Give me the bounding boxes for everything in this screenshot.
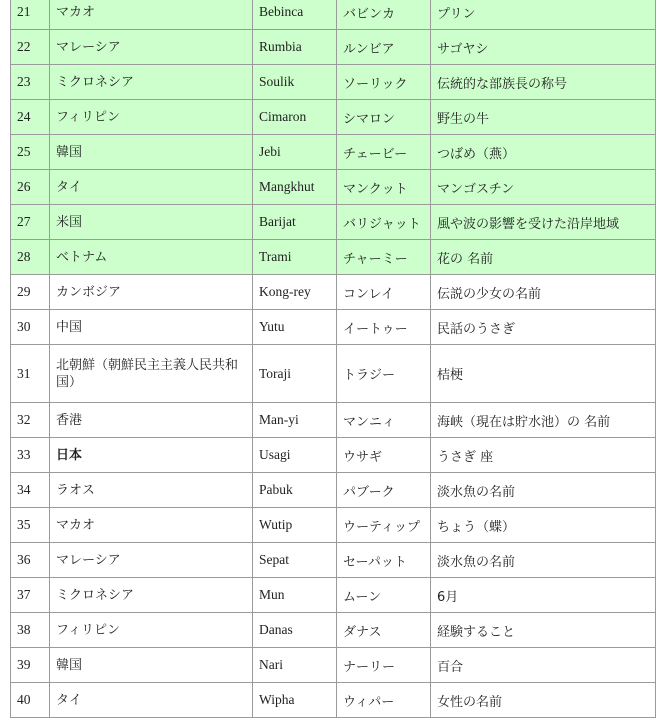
katakana-name-cell: トラジー xyxy=(337,345,431,403)
typhoon-name-cell: Danas xyxy=(253,613,337,648)
meaning-cell: つばめ（燕） xyxy=(431,135,656,170)
typhoon-name-cell: Usagi xyxy=(253,438,337,473)
row-number: 30 xyxy=(11,310,50,345)
typhoon-name-cell: Barijat xyxy=(253,205,337,240)
meaning-cell: 伝説の少女の名前 xyxy=(431,275,656,310)
country-cell: マレーシア xyxy=(50,543,253,578)
row-number: 24 xyxy=(11,100,50,135)
typhoon-name-cell: Soulik xyxy=(253,65,337,100)
katakana-name-cell: マンクット xyxy=(337,170,431,205)
typhoon-name-cell: Wipha xyxy=(253,683,337,718)
typhoon-name-cell: Pabuk xyxy=(253,473,337,508)
typhoon-name-cell: Mun xyxy=(253,578,337,613)
katakana-name-cell: ウーティップ xyxy=(337,508,431,543)
row-number: 35 xyxy=(11,508,50,543)
row-number: 21 xyxy=(11,0,50,30)
typhoon-name-cell: Toraji xyxy=(253,345,337,403)
meaning-cell: 女性の名前 xyxy=(431,683,656,718)
typhoon-name-table xyxy=(10,0,656,718)
country-cell: タイ xyxy=(50,683,253,718)
meaning-cell: 風や波の影響を受けた沿岸地域 xyxy=(431,205,656,240)
table-row xyxy=(11,613,656,648)
table-row xyxy=(11,403,656,438)
table-row xyxy=(11,345,656,403)
katakana-name-cell: ムーン xyxy=(337,578,431,613)
meaning-cell: 淡水魚の名前 xyxy=(431,543,656,578)
typhoon-name-cell: Sepat xyxy=(253,543,337,578)
table-row xyxy=(11,438,656,473)
katakana-name-cell: ソーリック xyxy=(337,65,431,100)
row-number: 34 xyxy=(11,473,50,508)
typhoon-name-cell: Kong-rey xyxy=(253,275,337,310)
table-row xyxy=(11,65,656,100)
table-row xyxy=(11,543,656,578)
katakana-name-cell: シマロン xyxy=(337,100,431,135)
row-number: 26 xyxy=(11,170,50,205)
country-cell: マカオ xyxy=(50,508,253,543)
country-cell: カンボジア xyxy=(50,275,253,310)
country-cell xyxy=(50,438,253,473)
country-cell: 香港 xyxy=(50,403,253,438)
table-row xyxy=(11,578,656,613)
meaning-cell: 百合 xyxy=(431,648,656,683)
row-number: 39 xyxy=(11,648,50,683)
typhoon-name-cell: Mangkhut xyxy=(253,170,337,205)
typhoon-name-table-container xyxy=(10,0,656,718)
table-row xyxy=(11,30,656,65)
typhoon-name-cell: Jebi xyxy=(253,135,337,170)
katakana-name-cell: チャーミー xyxy=(337,240,431,275)
table-row xyxy=(11,648,656,683)
country-cell: タイ xyxy=(50,170,253,205)
table-row xyxy=(11,508,656,543)
table-row xyxy=(11,240,656,275)
country-cell: フィリピン xyxy=(50,613,253,648)
katakana-name-cell: コンレイ xyxy=(337,275,431,310)
table-body xyxy=(11,0,656,718)
katakana-name-cell: ナーリー xyxy=(337,648,431,683)
katakana-name-cell: バビンカ xyxy=(337,0,431,30)
table-row xyxy=(11,100,656,135)
row-number: 25 xyxy=(11,135,50,170)
meaning-cell: うさぎ 座 xyxy=(431,438,656,473)
meaning-cell: 6月 xyxy=(431,578,656,613)
meaning-cell: 経験すること xyxy=(431,613,656,648)
katakana-name-cell: ウィパー xyxy=(337,683,431,718)
table-row xyxy=(11,170,656,205)
typhoon-name-cell: Rumbia xyxy=(253,30,337,65)
katakana-name-cell: マンニィ xyxy=(337,403,431,438)
country-cell: 韓国 xyxy=(50,648,253,683)
row-number: 40 xyxy=(11,683,50,718)
typhoon-name-cell: Wutip xyxy=(253,508,337,543)
katakana-name-cell: ダナス xyxy=(337,613,431,648)
table-row xyxy=(11,275,656,310)
typhoon-name-cell: Bebinca xyxy=(253,0,337,30)
meaning-cell: 伝統的な部族長の称号 xyxy=(431,65,656,100)
row-number: 37 xyxy=(11,578,50,613)
meaning-cell: 海峡（現在は貯水池）の 名前 xyxy=(431,403,656,438)
row-number: 38 xyxy=(11,613,50,648)
meaning-cell: サゴヤシ xyxy=(431,30,656,65)
katakana-name-cell: チェービー xyxy=(337,135,431,170)
katakana-name-cell: セーパット xyxy=(337,543,431,578)
typhoon-name-cell: Cimaron xyxy=(253,100,337,135)
row-number: 36 xyxy=(11,543,50,578)
table-row xyxy=(11,135,656,170)
table-row xyxy=(11,310,656,345)
country-bold-text: 日本 xyxy=(56,447,83,463)
row-number: 27 xyxy=(11,205,50,240)
katakana-name-cell: ルンビア xyxy=(337,30,431,65)
country-cell: マカオ xyxy=(50,0,253,30)
meaning-cell: 桔梗 xyxy=(431,345,656,403)
country-cell: ラオス xyxy=(50,473,253,508)
country-cell: 韓国 xyxy=(50,135,253,170)
row-number: 23 xyxy=(11,65,50,100)
country-cell: 中国 xyxy=(50,310,253,345)
table-row xyxy=(11,473,656,508)
table-row xyxy=(11,205,656,240)
meaning-cell: ちょう（蝶） xyxy=(431,508,656,543)
country-cell: フィリピン xyxy=(50,100,253,135)
katakana-name-cell: ウサギ xyxy=(337,438,431,473)
meaning-cell: マンゴスチン xyxy=(431,170,656,205)
meaning-cell: 民話のうさぎ xyxy=(431,310,656,345)
row-number: 28 xyxy=(11,240,50,275)
row-number: 32 xyxy=(11,403,50,438)
meaning-cell: 野生の牛 xyxy=(431,100,656,135)
katakana-name-cell: バリジャット xyxy=(337,205,431,240)
katakana-name-cell: パブーク xyxy=(337,473,431,508)
meaning-cell: 淡水魚の名前 xyxy=(431,473,656,508)
country-cell: 北朝鮮（朝鮮民主主義人民共和国） xyxy=(50,345,253,403)
row-number: 31 xyxy=(11,345,50,403)
country-cell: ベトナム xyxy=(50,240,253,275)
table-row xyxy=(11,0,656,30)
katakana-name-cell: イートゥー xyxy=(337,310,431,345)
typhoon-name-cell: Man-yi xyxy=(253,403,337,438)
country-cell: ミクロネシア xyxy=(50,578,253,613)
country-cell: 米国 xyxy=(50,205,253,240)
country-cell: マレーシア xyxy=(50,30,253,65)
row-number: 22 xyxy=(11,30,50,65)
typhoon-name-cell: Yutu xyxy=(253,310,337,345)
meaning-cell: プリン xyxy=(431,0,656,30)
typhoon-name-cell: Nari xyxy=(253,648,337,683)
table-row xyxy=(11,683,656,718)
row-number: 33 xyxy=(11,438,50,473)
country-cell: ミクロネシア xyxy=(50,65,253,100)
typhoon-name-cell: Trami xyxy=(253,240,337,275)
meaning-cell: 花の 名前 xyxy=(431,240,656,275)
row-number: 29 xyxy=(11,275,50,310)
